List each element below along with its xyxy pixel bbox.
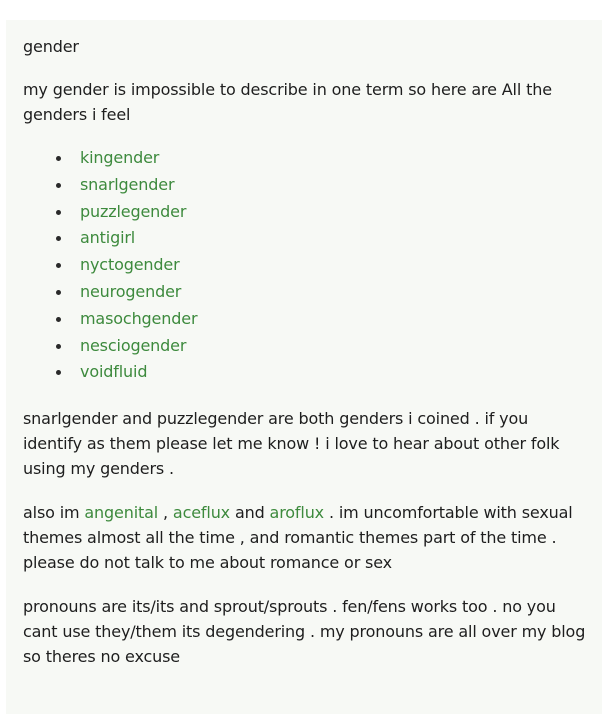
gender-link-voidfluid[interactable]: voidfluid: [80, 362, 148, 382]
gender-link-snarlgender[interactable]: snarlgender: [80, 174, 175, 194]
list-item[interactable]: [56, 359, 586, 386]
post-content: [6, 20, 602, 714]
gender-link-puzzlegender[interactable]: puzzlegender: [80, 201, 187, 221]
bullet-icon: [56, 210, 61, 215]
gender-link-nyctogender[interactable]: nyctogender: [80, 255, 180, 275]
orientation-link-aroflux[interactable]: aroflux: [269, 503, 325, 523]
list-item[interactable]: [56, 145, 586, 172]
gender-link-neurogender[interactable]: neurogender: [80, 281, 182, 301]
orientation-suffix: . im uncomfortable with sexual themes almost all the time , and romantic themes part of the time . please do not talk to me about romance or sex: [23, 503, 573, 573]
list-item[interactable]: [56, 172, 586, 199]
coined-paragraph: snarlgender and puzzlegender are both genders i coined . if you identify as them please let me know ! i love to hear about other folk using my genders .: [23, 409, 560, 479]
gender-link-nesciogender[interactable]: nesciogender: [80, 335, 187, 355]
list-item[interactable]: [56, 279, 586, 306]
bullet-icon: [56, 156, 61, 161]
list-item[interactable]: [56, 306, 586, 333]
post-title: gender: [23, 37, 79, 56]
orientation-prefix: also im: [23, 503, 85, 523]
bullet-icon: [56, 344, 61, 349]
gender-link-antigirl[interactable]: antigirl: [80, 228, 136, 248]
list-item[interactable]: [56, 225, 586, 252]
gender-list: [23, 145, 586, 386]
bullet-icon: [56, 236, 61, 241]
bullet-icon: [56, 183, 61, 188]
bullet-icon: [56, 263, 61, 268]
orientation-separator: and: [230, 503, 270, 523]
bullet-icon: [56, 370, 61, 375]
bullet-icon: [56, 290, 61, 295]
orientation-paragraph: [23, 500, 586, 575]
intro-paragraph: my gender is impossible to describe in one term so here are All the genders i feel: [23, 80, 552, 124]
pronouns-paragraph: pronouns are its/its and sprout/sprouts . fen/fens works too . no you cant use they/them its degendering . my pronouns are all over my blog so theres no excuse: [23, 597, 586, 667]
list-item[interactable]: [56, 199, 586, 226]
orientation-link-aceflux[interactable]: aceflux: [172, 503, 231, 523]
list-item[interactable]: [56, 252, 586, 279]
orientation-link-angenital[interactable]: angenital: [84, 503, 159, 523]
bullet-icon: [56, 317, 61, 322]
orientation-separator: ,: [158, 503, 173, 523]
gender-link-kingender[interactable]: kingender: [80, 148, 160, 167]
gender-link-masochgender[interactable]: masochgender: [80, 308, 198, 328]
list-item[interactable]: [56, 333, 586, 360]
